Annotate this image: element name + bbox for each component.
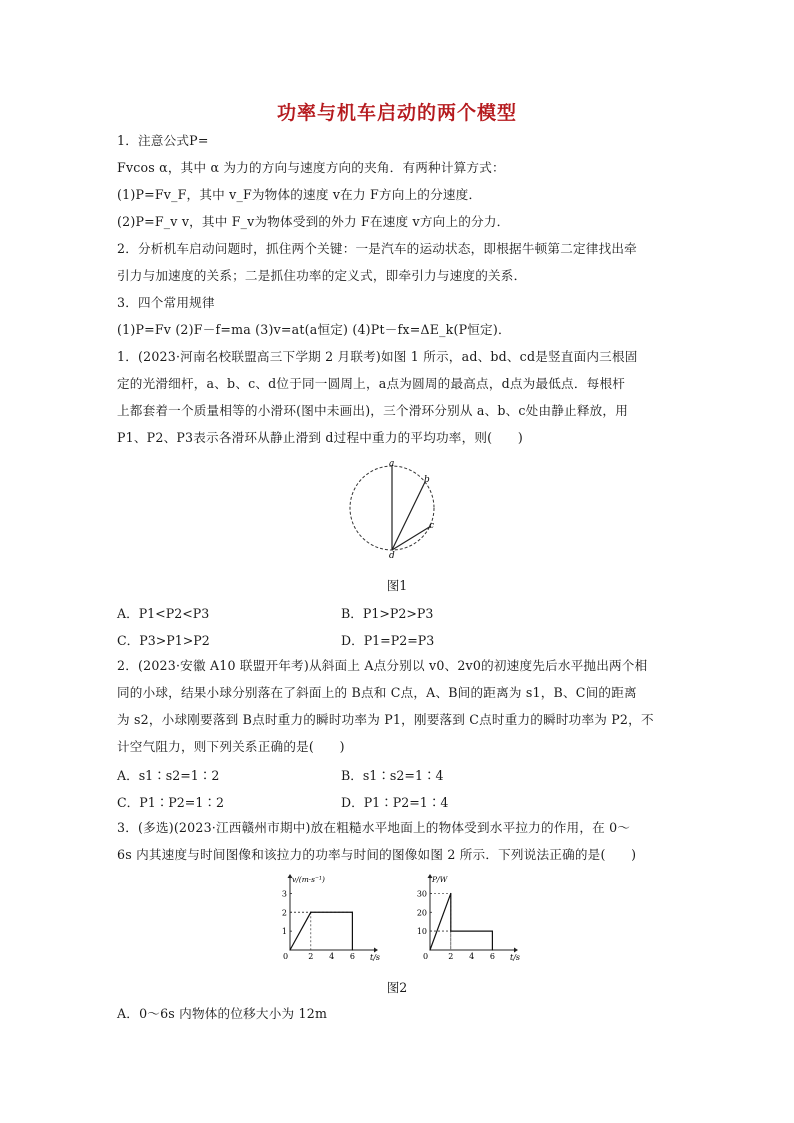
- q1-option-a[interactable]: A．P1<P2<P3: [117, 606, 210, 621]
- x-tick-label: 6: [489, 952, 495, 961]
- x-tick-label: 2: [308, 952, 314, 961]
- q2-line-4: 计空气阻力，则下列关系正确的是( ): [117, 739, 345, 754]
- y-axis-label: v/(m·s⁻¹): [292, 875, 325, 884]
- x-axis-arrow: [514, 948, 518, 953]
- data-point: [429, 949, 430, 950]
- point-d-label: d: [389, 551, 395, 558]
- x-axis-label: t/s: [510, 953, 521, 962]
- q3-line-1: 3．(多选)(2023·江西赣州市期中)放在粗糙水平地面上的物体受到水平拉力的作用，在 0～: [117, 820, 631, 835]
- q2-line-3: 为 s2，小球刚要落到 B点时重力的瞬时功率为 P1，刚要落到 C点时重力的瞬时功率为 P2，不: [117, 712, 654, 727]
- page-title: 功率与机车启动的两个模型: [276, 102, 517, 124]
- y-tick-label: 20: [416, 908, 427, 918]
- y-tick-label: 2: [281, 908, 287, 918]
- power-time-chart: [408, 870, 528, 966]
- data-point: [310, 912, 311, 913]
- y-tick-label: 10: [416, 927, 427, 937]
- series-line: [290, 912, 352, 950]
- x-axis-label: t/s: [370, 953, 381, 962]
- x-tick-label: 4: [469, 952, 475, 961]
- intro-line-8: (1)P=Fv (2)F－f=ma (3)v=at(a恒定) (4)Pt－fx=ΔE_k(P恒定)．: [117, 322, 511, 337]
- q2-option-d[interactable]: D．P1∶P2=1∶4: [341, 795, 449, 810]
- intro-line-4: (2)P=F_v v，其中 F_v为物体受到的外力 F在速度 v方向上的分力．: [117, 214, 510, 229]
- figure-1-circle: [345, 458, 445, 558]
- point-b-label: b: [424, 475, 430, 485]
- data-point: [450, 893, 451, 894]
- figure-1-caption: 图1: [386, 578, 408, 593]
- q3-line-2: 6s 内其速度与时间图像和该拉力的功率与时间的图像如图 2 所示．下列说法正确的是( ): [117, 847, 637, 862]
- figure-2-caption: 图2: [386, 980, 408, 995]
- q1-line-2: 定的光滑细杆，a、b、c、d位于同一圆周上，a点为圆周的最高点，d点为最低点．每根杆: [117, 376, 626, 391]
- point-a-label: a: [389, 459, 395, 469]
- data-point: [289, 949, 290, 950]
- q2-line-1: 2．(2023·安徽 A10 联盟开年考)从斜面上 A点分别以 v0、2v0的初速度先后水平抛出两个相: [117, 658, 648, 673]
- y-axis-label: P/W: [432, 875, 448, 884]
- x-tick-label: 6: [349, 952, 355, 961]
- intro-line-2: Fvcos α，其中 α 为力的方向与速度方向的夹角．有两种计算方式：: [117, 160, 505, 175]
- data-point: [492, 931, 493, 932]
- x-axis-arrow: [374, 948, 378, 953]
- q1-line-1: 1．(2023·河南名校联盟高三下学期 2 月联考)如图 1 所示，ad、bd、cd是竖直面内三根固: [117, 349, 638, 364]
- intro-line-6: 引力与加速度的关系；二是抓住功率的定义式，即牵引力与速度的关系．: [117, 268, 527, 283]
- intro-line-7: 3．四个常用规律: [117, 295, 215, 310]
- intro-line-5: 2．分析机车启动问题时，抓住两个关键：一是汽车的运动状态，即根据牛顿第二定律找出牵: [117, 241, 637, 256]
- q2-option-b[interactable]: B．s1∶s2=1∶4: [341, 768, 444, 783]
- data-point: [450, 931, 451, 932]
- q1-option-d[interactable]: D．P1=P2=P3: [341, 633, 435, 648]
- origin-tick-label: 0: [283, 952, 289, 961]
- q2-line-2: 同的小球，结果小球分别落在了斜面上的 B点和 C点，A、B间的距离为 s1，B、C间的距离: [117, 685, 637, 700]
- y-tick-label: 1: [281, 927, 287, 937]
- q2-option-c[interactable]: C．P1∶P2=1∶2: [117, 795, 224, 810]
- q3-option-a[interactable]: A．0～6s 内物体的位移大小为 12m: [117, 1006, 328, 1021]
- data-point: [352, 912, 353, 913]
- origin-tick-label: 0: [423, 952, 429, 961]
- point-c-label: c: [429, 521, 435, 531]
- velocity-time-chart: [268, 870, 388, 966]
- y-tick-label: 30: [416, 889, 427, 899]
- series-line: [430, 893, 492, 950]
- q1-option-c[interactable]: C．P3>P1>P2: [117, 633, 210, 648]
- data-point: [352, 949, 353, 950]
- q1-line-4: P1、P2、P3表示各滑环从静止滑到 d过程中重力的平均功率，则( ): [117, 430, 523, 445]
- q1-line-3: 上都套着一个质量相等的小滑环(图中未画出)，三个滑环分别从 a、b、c处由静止释放，用: [117, 403, 629, 418]
- x-tick-label: 4: [329, 952, 335, 961]
- y-tick-label: 3: [281, 889, 287, 899]
- x-tick-label: 2: [448, 952, 454, 961]
- intro-line-1: 1．注意公式P=: [117, 133, 209, 148]
- q2-option-a[interactable]: A．s1∶s2=1∶2: [117, 768, 220, 783]
- q1-option-b[interactable]: B．P1>P2>P3: [341, 606, 434, 621]
- intro-line-3: (1)P=Fv_F，其中 v_F为物体的速度 v在力 F方向上的分速度．: [117, 187, 482, 202]
- data-point: [492, 949, 493, 950]
